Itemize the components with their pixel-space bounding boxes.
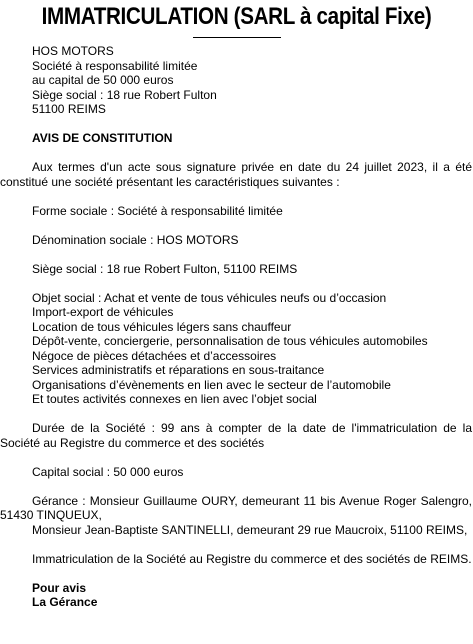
intro-paragraph: Aux termes d'un acte sous signature privée en date du 24 juillet 2023, il a été constitué une société présentant les caractéristiques suivantes : xyxy=(0,160,472,189)
notice-title: AVIS DE CONSTITUTION xyxy=(32,131,173,145)
company-address: Siège social : 18 rue Robert Fulton xyxy=(32,87,217,102)
company-form: Société à responsabilité limitée xyxy=(32,58,198,73)
objet-line: Négoce de pièces détachées et d’accessoires xyxy=(32,348,277,363)
siege-social: Siège social : 18 rue Robert Fulton, 51100 REIMS xyxy=(32,261,298,276)
gerance-paragraph: Gérance : Monsieur Guillaume OURY, demeurant 11 bis Avenue Roger Salengro, 51430 TINQUEUX, xyxy=(0,493,472,522)
duree-paragraph: Durée de la Société : 99 ans à compter de la date de l'immatriculation de la Société au Registre du commerce et des sociétés xyxy=(0,421,472,450)
objet-line: Location de tous véhicules légers sans chauffeur xyxy=(32,319,292,334)
title-underline xyxy=(193,37,281,38)
company-city: 51100 REIMS xyxy=(32,102,106,116)
objet-social xyxy=(0,291,473,407)
objet-line: Services administratifs et réparations en sous-traitance xyxy=(32,363,325,377)
objet-line: Objet social : Achat et vente de tous véhicules neufs ou d’occasion xyxy=(32,290,387,305)
pour-avis: Pour avis xyxy=(32,580,87,595)
company-capital: au capital de 50 000 euros xyxy=(32,73,174,87)
forme-sociale: Forme sociale : Société à responsabilité limitée xyxy=(32,203,283,218)
la-gerance: La Gérance xyxy=(32,595,98,609)
objet-line: Et toutes activités connexes en lien avec l’objet social xyxy=(32,392,317,406)
signature-block xyxy=(0,581,473,610)
objet-line: Import-export de véhicules xyxy=(32,305,174,319)
objet-line: Organisations d’évènements en lien avec le secteur de l’automobile xyxy=(32,377,391,392)
page-title: IMMATRICULATION (SARL à capital Fixe) xyxy=(41,3,432,30)
objet-line: Dépôt-vente, conciergerie, personnalisation de tous véhicules automobiles xyxy=(32,334,428,348)
immatriculation-paragraph: Immatriculation de la Société au Registre du commerce et des sociétés de REIMS. xyxy=(32,551,472,566)
company-header xyxy=(0,44,473,117)
capital-social: Capital social : 50 000 euros xyxy=(32,464,184,479)
notice-body xyxy=(0,44,473,610)
denomination-sociale: Dénomination sociale : HOS MOTORS xyxy=(32,232,239,247)
gerance-second-manager: Monsieur Jean-Baptiste SANTINELLI, demeurant 29 rue Maucroix, 51100 REIMS, xyxy=(32,522,468,537)
company-name: HOS MOTORS xyxy=(32,44,114,58)
